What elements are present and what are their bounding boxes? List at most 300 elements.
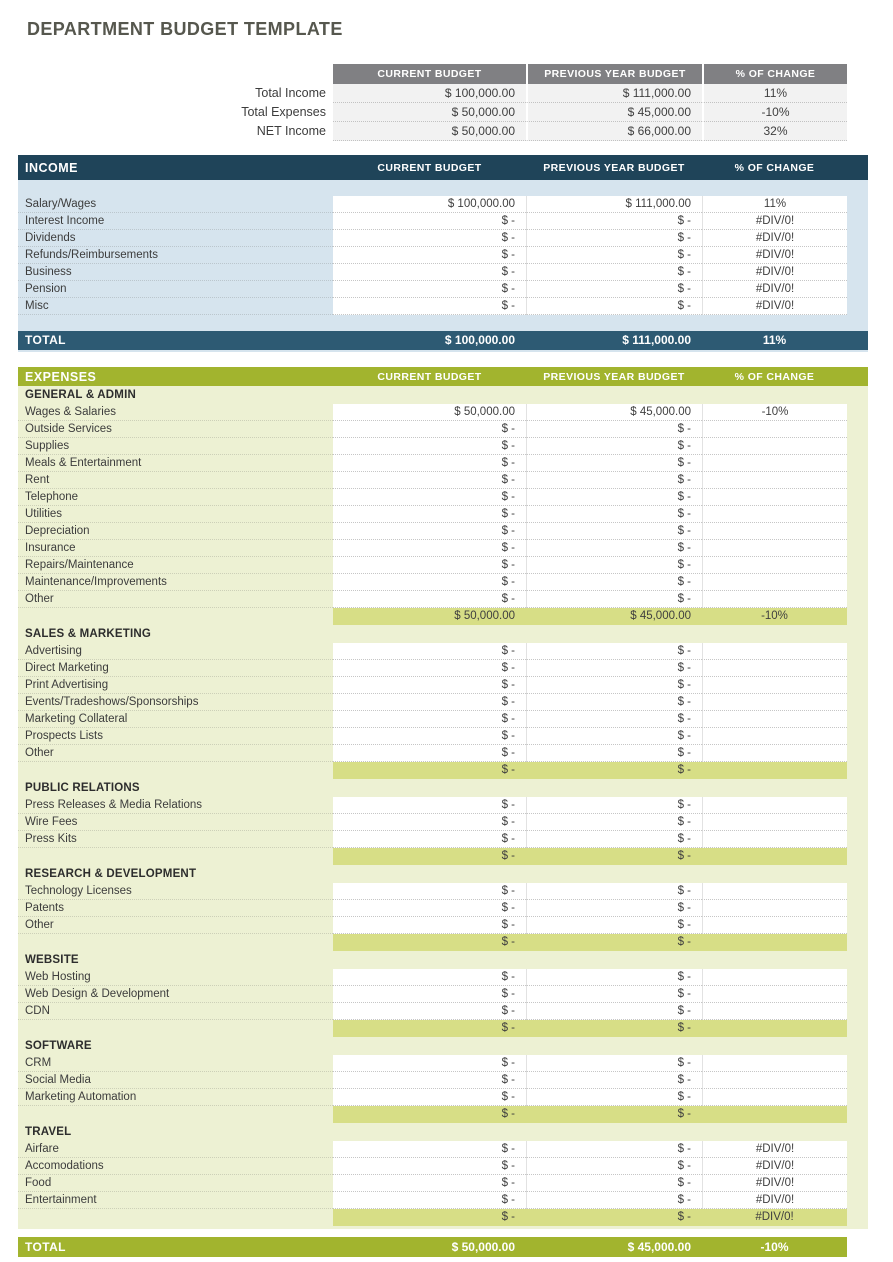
expenses-total-change: -10% (760, 1240, 789, 1254)
table-row (18, 281, 868, 298)
row-label-cell: Marketing Collateral (18, 711, 333, 728)
group-header (18, 779, 868, 797)
percent-change-cell[interactable] (702, 421, 847, 438)
table-row (18, 213, 868, 230)
previous-year-budget-cell[interactable]: $ - (526, 1175, 702, 1192)
current-budget-cell[interactable]: $ - (333, 1003, 526, 1020)
summary-header-row (18, 64, 847, 84)
percent-change-cell[interactable]: #DIV/0! (702, 281, 847, 298)
current-budget-cell[interactable]: $ - (333, 643, 526, 660)
column-header-current-budget: CURRENT BUDGET (377, 370, 482, 383)
subtotal-previous: $ - (526, 762, 702, 779)
table-row (18, 1192, 868, 1209)
column-header-percent-change: % OF CHANGE (734, 370, 815, 383)
previous-year-budget-cell[interactable]: $ - (526, 694, 702, 711)
percent-change-cell[interactable] (702, 797, 847, 814)
table-row (18, 728, 868, 745)
table-row (18, 404, 868, 421)
table-row (18, 472, 868, 489)
previous-year-budget-cell[interactable]: $ - (526, 1089, 702, 1106)
current-budget-cell[interactable]: $ 100,000.00 (333, 196, 526, 213)
table-row (18, 230, 868, 247)
percent-change-cell[interactable]: #DIV/0! (702, 1158, 847, 1175)
previous-year-budget-cell[interactable]: $ - (526, 574, 702, 591)
previous-year-budget-cell[interactable]: $ - (526, 472, 702, 489)
current-budget-cell[interactable]: $ - (333, 728, 526, 745)
summary-current-budget-cell: $ 50,000.00 (333, 122, 526, 141)
current-budget-cell[interactable]: $ - (333, 281, 526, 298)
group-subtotal-row (18, 934, 868, 951)
income-bottom-spacer (18, 315, 868, 331)
percent-change-cell[interactable] (702, 557, 847, 574)
percent-change-cell[interactable] (702, 438, 847, 455)
table-row (18, 1175, 868, 1192)
table-row (18, 1055, 868, 1072)
row-label-cell: Wire Fees (18, 814, 333, 831)
previous-year-budget-cell[interactable]: $ - (526, 814, 702, 831)
table-row (18, 814, 868, 831)
column-header-current-budget: CURRENT BUDGET (333, 64, 526, 84)
group-rows (18, 969, 868, 1020)
previous-year-budget-cell[interactable]: $ - (526, 455, 702, 472)
expenses-header-bar (18, 367, 868, 386)
expense-group-public-relations (18, 779, 868, 865)
row-label-cell: CRM (18, 1055, 333, 1072)
current-budget-cell[interactable]: $ - (333, 230, 526, 247)
summary-current-budget-cell: $ 50,000.00 (333, 103, 526, 122)
subtotal-previous: $ - (526, 1020, 702, 1037)
table-row (18, 557, 868, 574)
group-header (18, 625, 868, 643)
group-name: SOFTWARE (25, 1040, 92, 1052)
row-label-cell: Refunds/Reimbursements (18, 247, 333, 264)
percent-change-cell[interactable] (702, 900, 847, 917)
summary-header-spacer (18, 64, 333, 84)
row-label-cell: Web Design & Development (18, 986, 333, 1003)
income-total-label: TOTAL (25, 333, 66, 347)
group-name: RESEARCH & DEVELOPMENT (25, 868, 197, 880)
row-label-cell: Advertising (18, 643, 333, 660)
subtotal-spacer (18, 1106, 333, 1123)
table-row (18, 660, 868, 677)
income-section-title: INCOME (25, 160, 78, 175)
group-subtotal-row (18, 1020, 868, 1037)
expenses-total-previous: $ 45,000.00 (627, 1240, 691, 1254)
income-total-row (18, 331, 868, 350)
expense-group-sales-marketing (18, 625, 868, 779)
income-total-previous: $ 111,000.00 (622, 333, 691, 347)
page-title: DEPARTMENT BUDGET TEMPLATE (27, 19, 343, 39)
summary-previous-year-budget-cell: $ 45,000.00 (526, 103, 702, 122)
current-budget-cell[interactable]: $ - (333, 591, 526, 608)
income-rows (18, 196, 868, 315)
current-budget-cell[interactable]: $ - (333, 213, 526, 230)
group-subtotal-row (18, 608, 868, 625)
expense-group-travel (18, 1123, 868, 1226)
percent-change-cell[interactable]: 11% (702, 196, 847, 213)
group-subtotal-row (18, 762, 868, 779)
group-header (18, 1123, 868, 1141)
table-row (18, 986, 868, 1003)
subtotal-previous: $ - (526, 848, 702, 865)
subtotal-change: #DIV/0! (702, 1209, 847, 1226)
current-budget-cell[interactable]: $ - (333, 247, 526, 264)
subtotal-current: $ - (333, 1020, 526, 1037)
previous-year-budget-cell[interactable]: $ - (526, 421, 702, 438)
group-name: TRAVEL (25, 1126, 72, 1138)
table-row (18, 900, 868, 917)
subtotal-change (702, 1020, 847, 1037)
row-label-cell: Food (18, 1175, 333, 1192)
current-budget-cell[interactable]: $ - (333, 1141, 526, 1158)
current-budget-cell[interactable]: $ - (333, 969, 526, 986)
previous-year-budget-cell[interactable]: $ - (526, 643, 702, 660)
current-budget-cell[interactable]: $ - (333, 814, 526, 831)
subtotal-spacer (18, 762, 333, 779)
previous-year-budget-cell[interactable]: $ - (526, 298, 702, 315)
percent-change-cell[interactable] (702, 506, 847, 523)
row-label-cell: Supplies (18, 438, 333, 455)
row-label-cell: Events/Tradeshows/Sponsorships (18, 694, 333, 711)
row-label-cell: Misc (18, 298, 333, 315)
column-header-percent-change: % OF CHANGE (734, 161, 815, 174)
current-budget-cell[interactable]: $ - (333, 523, 526, 540)
summary-row (18, 84, 847, 103)
previous-year-budget-cell[interactable]: $ - (526, 1003, 702, 1020)
subtotal-current: $ - (333, 762, 526, 779)
table-row (18, 506, 868, 523)
table-row (18, 917, 868, 934)
summary-percent-change-cell: -10% (702, 103, 847, 122)
table-row (18, 797, 868, 814)
previous-year-budget-cell[interactable]: $ - (526, 1141, 702, 1158)
previous-year-budget-cell[interactable]: $ - (526, 230, 702, 247)
row-label-cell: Utilities (18, 506, 333, 523)
current-budget-cell[interactable]: $ - (333, 489, 526, 506)
row-label-cell: Rent (18, 472, 333, 489)
row-label-cell: Maintenance/Improvements (18, 574, 333, 591)
subtotal-previous: $ - (526, 1106, 702, 1123)
group-subtotal-row (18, 1209, 868, 1226)
income-total-change: 11% (762, 333, 787, 347)
percent-change-cell[interactable] (702, 677, 847, 694)
subtotal-spacer (18, 1209, 333, 1226)
table-row (18, 1003, 868, 1020)
previous-year-budget-cell[interactable]: $ - (526, 1192, 702, 1209)
current-budget-cell[interactable]: $ - (333, 745, 526, 762)
table-row (18, 1141, 868, 1158)
current-budget-cell[interactable]: $ - (333, 472, 526, 489)
current-budget-cell[interactable]: $ - (333, 797, 526, 814)
current-budget-cell[interactable]: $ - (333, 455, 526, 472)
percent-change-cell[interactable]: #DIV/0! (702, 1192, 847, 1209)
column-header-previous-year-budget: PREVIOUS YEAR BUDGET (543, 370, 685, 383)
previous-year-budget-cell[interactable]: $ - (526, 438, 702, 455)
row-label-cell: Prospects Lists (18, 728, 333, 745)
table-row (18, 1072, 868, 1089)
group-header (18, 951, 868, 969)
percent-change-cell[interactable]: #DIV/0! (702, 213, 847, 230)
previous-year-budget-cell[interactable]: $ - (526, 1072, 702, 1089)
percent-change-cell[interactable]: #DIV/0! (702, 298, 847, 315)
subtotal-change: -10% (702, 608, 847, 625)
row-label-cell: Press Kits (18, 831, 333, 848)
subtotal-spacer (18, 1020, 333, 1037)
row-label-cell: Insurance (18, 540, 333, 557)
expense-group-software (18, 1037, 868, 1123)
group-header (18, 865, 868, 883)
subtotal-change (702, 848, 847, 865)
summary-row (18, 122, 847, 141)
subtotal-change (702, 762, 847, 779)
percent-change-cell[interactable] (702, 574, 847, 591)
percent-change-cell[interactable] (702, 489, 847, 506)
percent-change-cell[interactable] (702, 1072, 847, 1089)
previous-year-budget-cell[interactable]: $ - (526, 745, 702, 762)
group-name: GENERAL & ADMIN (25, 389, 136, 401)
expense-group-general-admin (18, 386, 868, 625)
previous-year-budget-cell[interactable]: $ - (526, 1158, 702, 1175)
row-label-cell: Pension (18, 281, 333, 298)
previous-year-budget-cell[interactable]: $ - (526, 506, 702, 523)
previous-year-budget-cell[interactable]: $ 45,000.00 (526, 404, 702, 421)
percent-change-cell[interactable] (702, 660, 847, 677)
row-label-cell: Dividends (18, 230, 333, 247)
previous-year-budget-cell[interactable]: $ 111,000.00 (526, 196, 702, 213)
previous-year-budget-cell[interactable]: $ - (526, 883, 702, 900)
group-rows (18, 797, 868, 848)
percent-change-cell[interactable]: #DIV/0! (702, 247, 847, 264)
previous-year-budget-cell[interactable]: $ - (526, 986, 702, 1003)
group-rows (18, 643, 868, 762)
current-budget-cell[interactable]: $ - (333, 421, 526, 438)
percent-change-cell[interactable] (702, 745, 847, 762)
percent-change-cell[interactable] (702, 831, 847, 848)
previous-year-budget-cell[interactable]: $ - (526, 591, 702, 608)
percent-change-cell[interactable]: #DIV/0! (702, 230, 847, 247)
current-budget-cell[interactable]: $ - (333, 557, 526, 574)
column-header-current-budget: CURRENT BUDGET (377, 161, 482, 174)
percent-change-cell[interactable] (702, 917, 847, 934)
current-budget-cell[interactable]: $ - (333, 694, 526, 711)
previous-year-budget-cell[interactable]: $ - (526, 797, 702, 814)
previous-year-budget-cell[interactable]: $ - (526, 728, 702, 745)
column-header-previous-year-budget: PREVIOUS YEAR BUDGET (543, 161, 685, 174)
current-budget-cell[interactable]: $ - (333, 883, 526, 900)
summary-rows (18, 84, 847, 141)
percent-change-cell[interactable]: -10% (702, 404, 847, 421)
subtotal-change (702, 1106, 847, 1123)
table-row (18, 831, 868, 848)
table-row (18, 540, 868, 557)
current-budget-cell[interactable]: $ - (333, 438, 526, 455)
previous-year-budget-cell[interactable]: $ - (526, 711, 702, 728)
current-budget-cell[interactable]: $ - (333, 264, 526, 281)
row-label-cell: Airfare (18, 1141, 333, 1158)
subtotal-spacer (18, 934, 333, 951)
percent-change-cell[interactable] (702, 591, 847, 608)
row-label-cell: Press Releases & Media Relations (18, 797, 333, 814)
table-row (18, 247, 868, 264)
table-row (18, 264, 868, 281)
previous-year-budget-cell[interactable]: $ - (526, 969, 702, 986)
current-budget-cell[interactable]: $ - (333, 1089, 526, 1106)
group-header (18, 1037, 868, 1055)
current-budget-cell[interactable]: $ - (333, 711, 526, 728)
percent-change-cell[interactable] (702, 969, 847, 986)
row-label-cell: Web Hosting (18, 969, 333, 986)
row-label-cell: Accomodations (18, 1158, 333, 1175)
expense-group-website (18, 951, 868, 1037)
group-subtotal-row (18, 848, 868, 865)
percent-change-cell[interactable] (702, 814, 847, 831)
table-row (18, 711, 868, 728)
current-budget-cell[interactable]: $ - (333, 506, 526, 523)
group-rows (18, 1141, 868, 1209)
percent-change-cell[interactable]: #DIV/0! (702, 1141, 847, 1158)
row-label-cell: Business (18, 264, 333, 281)
current-budget-cell[interactable]: $ - (333, 1158, 526, 1175)
percent-change-cell[interactable] (702, 883, 847, 900)
subtotal-current: $ 50,000.00 (333, 608, 526, 625)
row-label-cell: Other (18, 591, 333, 608)
table-row (18, 421, 868, 438)
percent-change-cell[interactable]: #DIV/0! (702, 264, 847, 281)
column-header-previous-year-budget: PREVIOUS YEAR BUDGET (526, 64, 702, 84)
table-row (18, 489, 868, 506)
row-label-cell: Interest Income (18, 213, 333, 230)
current-budget-cell[interactable]: $ - (333, 298, 526, 315)
previous-year-budget-cell[interactable]: $ - (526, 831, 702, 848)
previous-year-budget-cell[interactable]: $ - (526, 213, 702, 230)
expense-group-research-development (18, 865, 868, 951)
expenses-section-title: EXPENSES (25, 369, 97, 384)
current-budget-cell[interactable]: $ - (333, 677, 526, 694)
percent-change-cell[interactable] (702, 643, 847, 660)
group-subtotal-row (18, 1106, 868, 1123)
table-row (18, 677, 868, 694)
row-label-cell: Marketing Automation (18, 1089, 333, 1106)
current-budget-cell[interactable]: $ - (333, 660, 526, 677)
row-label-cell: Depreciation (18, 523, 333, 540)
subtotal-current: $ - (333, 934, 526, 951)
percent-change-cell[interactable] (702, 1089, 847, 1106)
row-label-cell: Other (18, 745, 333, 762)
percent-change-cell[interactable] (702, 694, 847, 711)
previous-year-budget-cell[interactable]: $ - (526, 540, 702, 557)
row-label-cell: Repairs/Maintenance (18, 557, 333, 574)
summary-previous-year-budget-cell: $ 66,000.00 (526, 122, 702, 141)
table-row (18, 1158, 868, 1175)
summary-percent-change-cell: 32% (702, 122, 847, 141)
percent-change-cell[interactable] (702, 1055, 847, 1072)
expenses-total-label: TOTAL (25, 1240, 66, 1254)
summary-row (18, 103, 847, 122)
summary-row-label: NET Income (256, 124, 326, 138)
previous-year-budget-cell[interactable]: $ - (526, 1055, 702, 1072)
group-name: SALES & MARKETING (25, 628, 152, 640)
group-rows (18, 404, 868, 608)
subtotal-previous: $ - (526, 1209, 702, 1226)
current-budget-cell[interactable]: $ - (333, 986, 526, 1003)
previous-year-budget-cell[interactable]: $ - (526, 264, 702, 281)
subtotal-change (702, 934, 847, 951)
current-budget-cell[interactable]: $ - (333, 1175, 526, 1192)
table-row (18, 969, 868, 986)
income-section (18, 155, 868, 352)
row-label-cell: Print Advertising (18, 677, 333, 694)
subtotal-previous: $ - (526, 934, 702, 951)
expenses-total-current: $ 50,000.00 (451, 1240, 515, 1254)
percent-change-cell[interactable] (702, 711, 847, 728)
row-label-cell: Social Media (18, 1072, 333, 1089)
group-header (18, 386, 868, 404)
table-row (18, 574, 868, 591)
income-total-current: $ 100,000.00 (444, 333, 515, 347)
table-row (18, 883, 868, 900)
table-row (18, 455, 868, 472)
subtotal-current: $ - (333, 1106, 526, 1123)
table-row (18, 591, 868, 608)
current-budget-cell[interactable]: $ - (333, 831, 526, 848)
previous-year-budget-cell[interactable]: $ - (526, 900, 702, 917)
percent-change-cell[interactable] (702, 455, 847, 472)
group-rows (18, 1055, 868, 1106)
subtotal-previous: $ 45,000.00 (526, 608, 702, 625)
previous-year-budget-cell[interactable]: $ - (526, 660, 702, 677)
table-row (18, 523, 868, 540)
previous-year-budget-cell[interactable]: $ - (526, 281, 702, 298)
percent-change-cell[interactable] (702, 540, 847, 557)
current-budget-cell[interactable]: $ - (333, 917, 526, 934)
current-budget-cell[interactable]: $ - (333, 1072, 526, 1089)
row-label-cell: Other (18, 917, 333, 934)
table-row (18, 298, 868, 315)
row-label-cell: Outside Services (18, 421, 333, 438)
previous-year-budget-cell[interactable]: $ - (526, 247, 702, 264)
previous-year-budget-cell[interactable]: $ - (526, 523, 702, 540)
table-row (18, 643, 868, 660)
percent-change-cell[interactable] (702, 728, 847, 745)
previous-year-budget-cell[interactable]: $ - (526, 489, 702, 506)
current-budget-cell[interactable]: $ - (333, 574, 526, 591)
summary-current-budget-cell: $ 100,000.00 (333, 84, 526, 103)
row-label-cell: Entertainment (18, 1192, 333, 1209)
percent-change-cell[interactable] (702, 472, 847, 489)
row-label-cell: Patents (18, 900, 333, 917)
summary-table (18, 64, 847, 141)
summary-previous-year-budget-cell: $ 111,000.00 (526, 84, 702, 103)
percent-change-cell[interactable] (702, 986, 847, 1003)
percent-change-cell[interactable] (702, 1003, 847, 1020)
previous-year-budget-cell[interactable]: $ - (526, 557, 702, 574)
current-budget-cell[interactable]: $ - (333, 540, 526, 557)
current-budget-cell[interactable]: $ - (333, 900, 526, 917)
current-budget-cell[interactable]: $ 50,000.00 (333, 404, 526, 421)
current-budget-cell[interactable]: $ - (333, 1192, 526, 1209)
previous-year-budget-cell[interactable]: $ - (526, 677, 702, 694)
subtotal-current: $ - (333, 1209, 526, 1226)
summary-percent-change-cell: 11% (702, 84, 847, 103)
table-row (18, 196, 868, 213)
previous-year-budget-cell[interactable]: $ - (526, 917, 702, 934)
table-row (18, 694, 868, 711)
row-label-cell: Technology Licenses (18, 883, 333, 900)
percent-change-cell[interactable] (702, 523, 847, 540)
row-label-cell: Wages & Salaries (18, 404, 333, 421)
current-budget-cell[interactable]: $ - (333, 1055, 526, 1072)
percent-change-cell[interactable]: #DIV/0! (702, 1175, 847, 1192)
